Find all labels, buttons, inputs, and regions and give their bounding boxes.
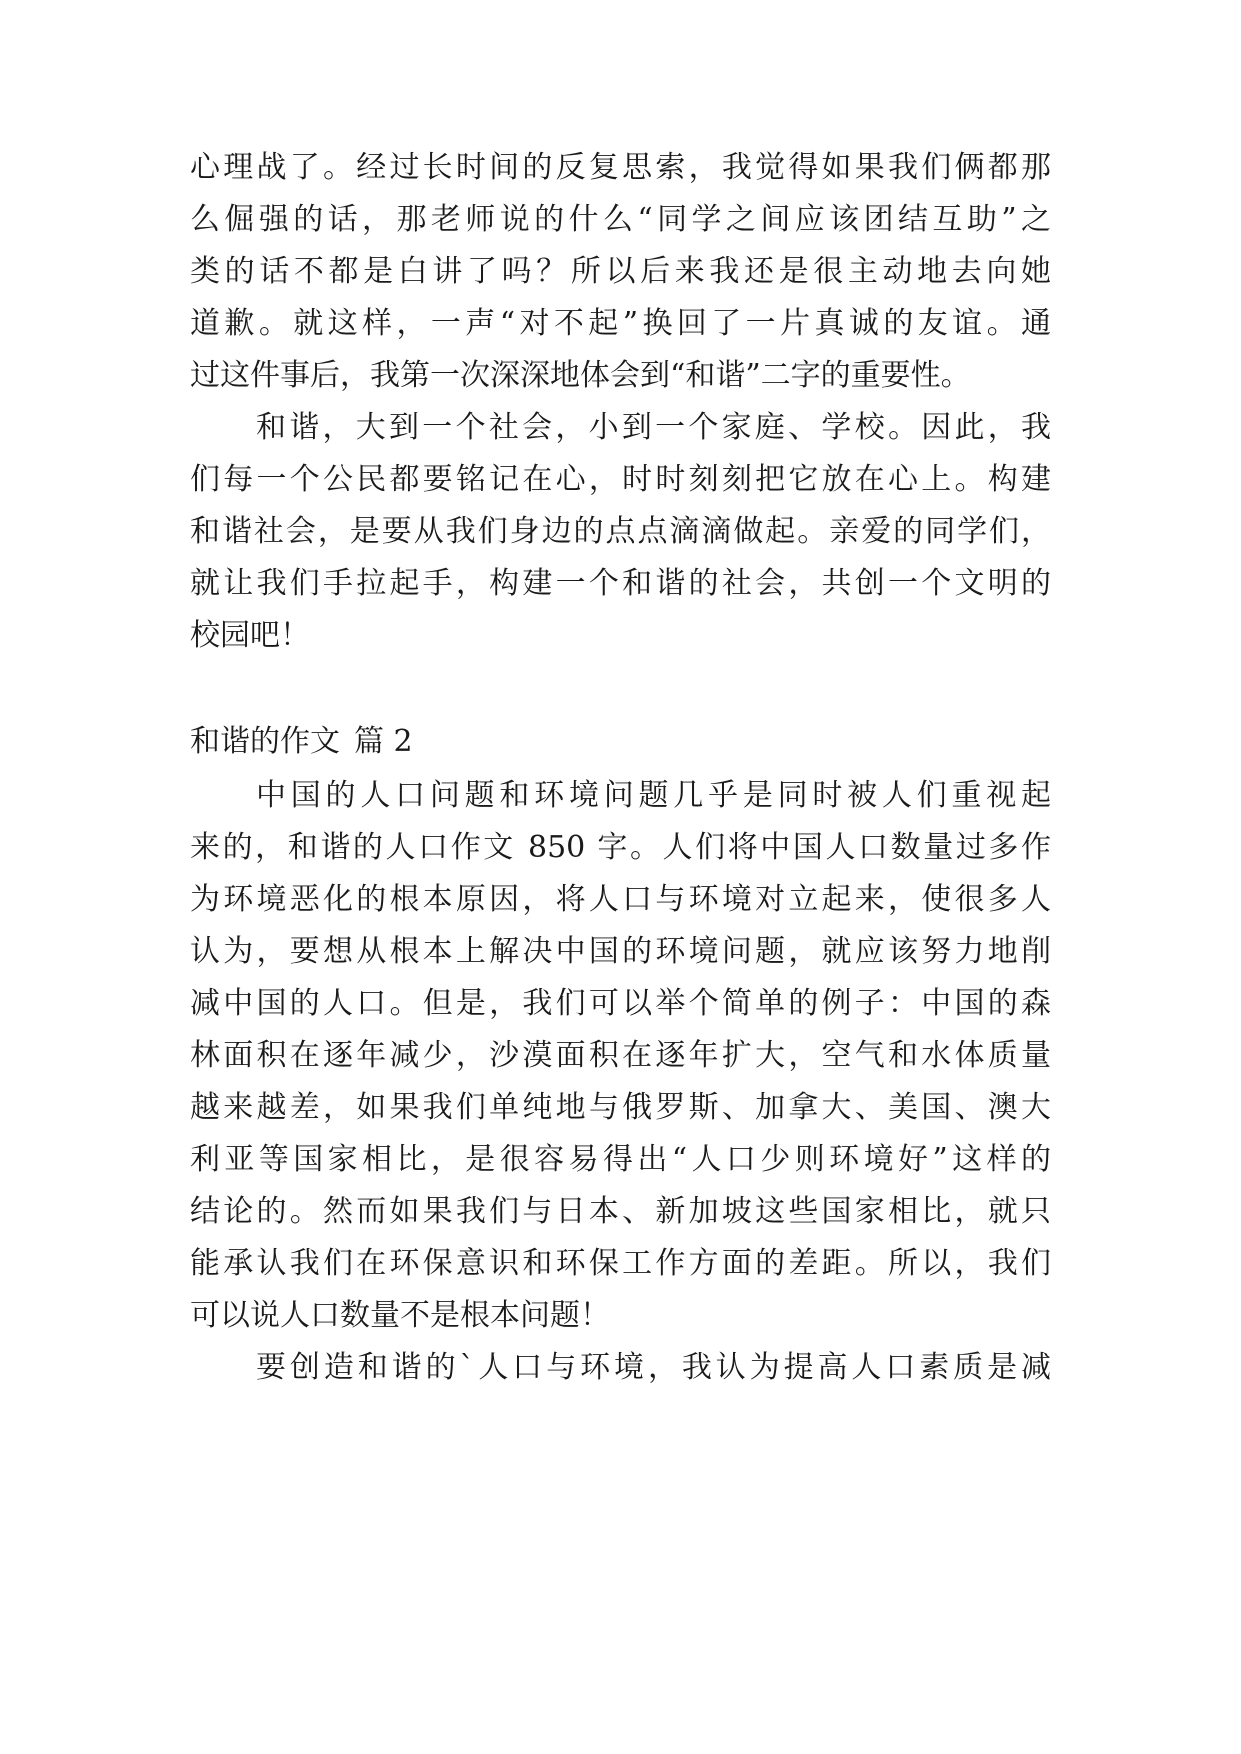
text-line: 道歉。就这样，一声“对不起”换回了一片真诚的友谊。通 (190, 306, 1051, 341)
text-line: 林面积在逐年减少，沙漠面积在逐年扩大，空气和水体质量 (190, 1038, 1051, 1073)
text-line: 校园吧！ (190, 618, 310, 653)
text-line: 可以说人口数量不是根本问题！ (190, 1298, 610, 1333)
text-line: 越来越差，如果我们单纯地与俄罗斯、加拿大、美国、澳大 (190, 1090, 1051, 1125)
text-line: 和谐，大到一个社会，小到一个家庭、学校。因此，我 (256, 410, 1051, 445)
section-title: 和谐的作文 (190, 724, 340, 759)
text-line: 中国的人口问题和环境问题几乎是同时被人们重视起 (256, 778, 1051, 813)
text-line: 心理战了。经过长时间的反复思索，我觉得如果我们俩都那 (190, 150, 1051, 185)
text-line: 利亚等国家相比，是很容易得出“人口少则环境好”这样的 (190, 1142, 1051, 1177)
section-heading (190, 722, 413, 762)
text-line: 么倔强的话，那老师说的什么“同学之间应该团结互助”之 (190, 202, 1051, 237)
text-line: 减中国的人口。但是，我们可以举个简单的例子：中国的森 (190, 986, 1051, 1021)
text-line: 就让我们手拉起手，构建一个和谐的社会，共创一个文明的 (190, 566, 1051, 601)
text-line: 能承认我们在环保意识和环保工作方面的差距。所以，我们 (190, 1246, 1051, 1281)
text-line: 认为，要想从根本上解决中国的环境问题，就应该努力地削 (190, 934, 1051, 969)
text-line: 过这件事后，我第一次深深地体会到“和谐”二字的重要性。 (190, 358, 971, 393)
text-line: 类的话不都是白讲了吗？所以后来我还是很主动地去向她 (190, 254, 1051, 289)
text-line: 结论的。然而如果我们与日本、新加坡这些国家相比，就只 (190, 1194, 1051, 1229)
text-line: 为环境恶化的根本原因，将人口与环境对立起来，使很多人 (190, 882, 1051, 917)
text-line: 来的，和谐的人口作文 850 字。人们将中国人口数量过多作 (190, 830, 1051, 865)
text-line: 要创造和谐的`人口与环境，我认为提高人口素质是减 (256, 1350, 1051, 1385)
section-part-label: 篇 2 (354, 724, 413, 759)
text-line: 们每一个公民都要铭记在心，时时刻刻把它放在心上。构建 (190, 462, 1051, 497)
text-line: 和谐社会，是要从我们身边的点点滴滴做起。亲爱的同学们， (190, 514, 1051, 549)
